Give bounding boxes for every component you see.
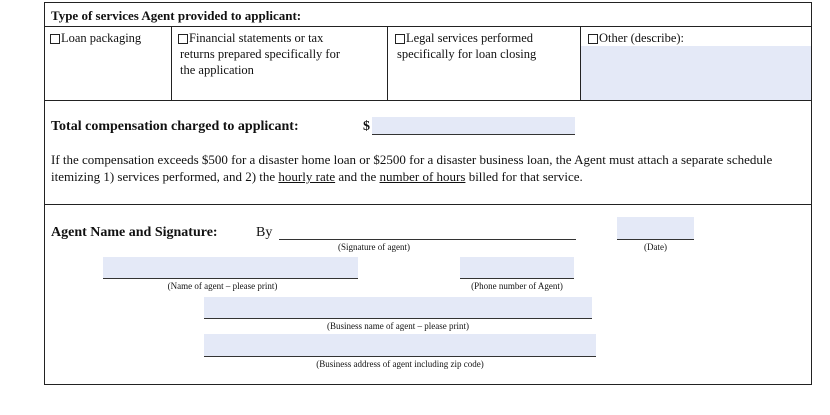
legal-services-label-line2: specifically for loan closing	[397, 47, 537, 61]
currency-symbol: $	[363, 119, 370, 134]
other-label: Other (describe):	[599, 31, 685, 45]
business-address-field[interactable]	[204, 334, 596, 356]
compensation-amount-field[interactable]	[372, 117, 575, 134]
compensation-note	[51, 151, 803, 185]
financial-statements-label-line1: Financial statements or tax	[189, 31, 324, 45]
business-name-underline	[204, 318, 592, 319]
financial-statements-checkbox[interactable]	[178, 34, 188, 44]
compensation-note-text-2: and the	[335, 169, 380, 184]
date-underline	[617, 239, 694, 240]
compensation-label: Total compensation charged to applicant:	[51, 119, 299, 134]
services-heading-divider	[44, 26, 812, 27]
agent-name-field[interactable]	[103, 257, 358, 278]
services-col-divider-2	[387, 26, 388, 100]
legal-services-label-line1: Legal services performed	[406, 31, 534, 45]
business-address-caption: (Business address of agent including zip code)	[316, 359, 484, 369]
phone-field[interactable]	[460, 257, 574, 278]
loan-packaging-label: Loan packaging	[61, 31, 142, 45]
agent-name-signature-label: Agent Name and Signature:	[51, 225, 218, 240]
compensation-note-text-1: If the compensation exceeds $500 for a disaster home loan or $2500 for a disaster business loan, the Agent must attach a separate schedule itemizing 1) services performed, and 2) the	[51, 152, 773, 184]
services-heading: Type of services Agent provided to applicant:	[51, 8, 302, 23]
signature-caption: (Signature of agent)	[338, 242, 410, 252]
business-name-caption: (Business name of agent – please print)	[327, 321, 469, 331]
business-name-field[interactable]	[204, 297, 592, 318]
other-checkbox[interactable]	[588, 34, 598, 44]
date-field[interactable]	[617, 217, 694, 239]
legal-services-checkbox[interactable]	[395, 34, 405, 44]
form-border-top	[44, 2, 812, 3]
phone-caption: (Phone number of Agent)	[471, 281, 563, 291]
financial-statements-label-line2: returns prepared specifically for	[180, 47, 340, 61]
form-border-right	[811, 2, 812, 385]
date-caption: (Date)	[644, 242, 667, 252]
compensation-row-divider	[44, 204, 812, 205]
form-border-bottom	[44, 384, 812, 385]
loan-packaging-checkbox[interactable]	[50, 34, 60, 44]
business-address-underline	[204, 356, 596, 357]
number-of-hours-text: number of hours	[379, 169, 466, 184]
other-describe-field[interactable]	[581, 46, 811, 100]
financial-statements-label-line3: the application	[180, 63, 254, 77]
form-border-left	[44, 2, 45, 385]
services-row-divider	[44, 100, 812, 101]
agent-name-caption: (Name of agent – please print)	[167, 281, 278, 291]
compensation-amount-underline	[372, 134, 575, 135]
by-label: By	[256, 225, 273, 240]
agent-name-underline	[103, 278, 358, 279]
compensation-note-text-3: billed for that service.	[465, 169, 583, 184]
phone-underline	[460, 278, 574, 279]
signature-line[interactable]	[279, 239, 576, 240]
hourly-rate-text: hourly rate	[278, 169, 336, 184]
services-col-divider-1	[171, 26, 172, 100]
